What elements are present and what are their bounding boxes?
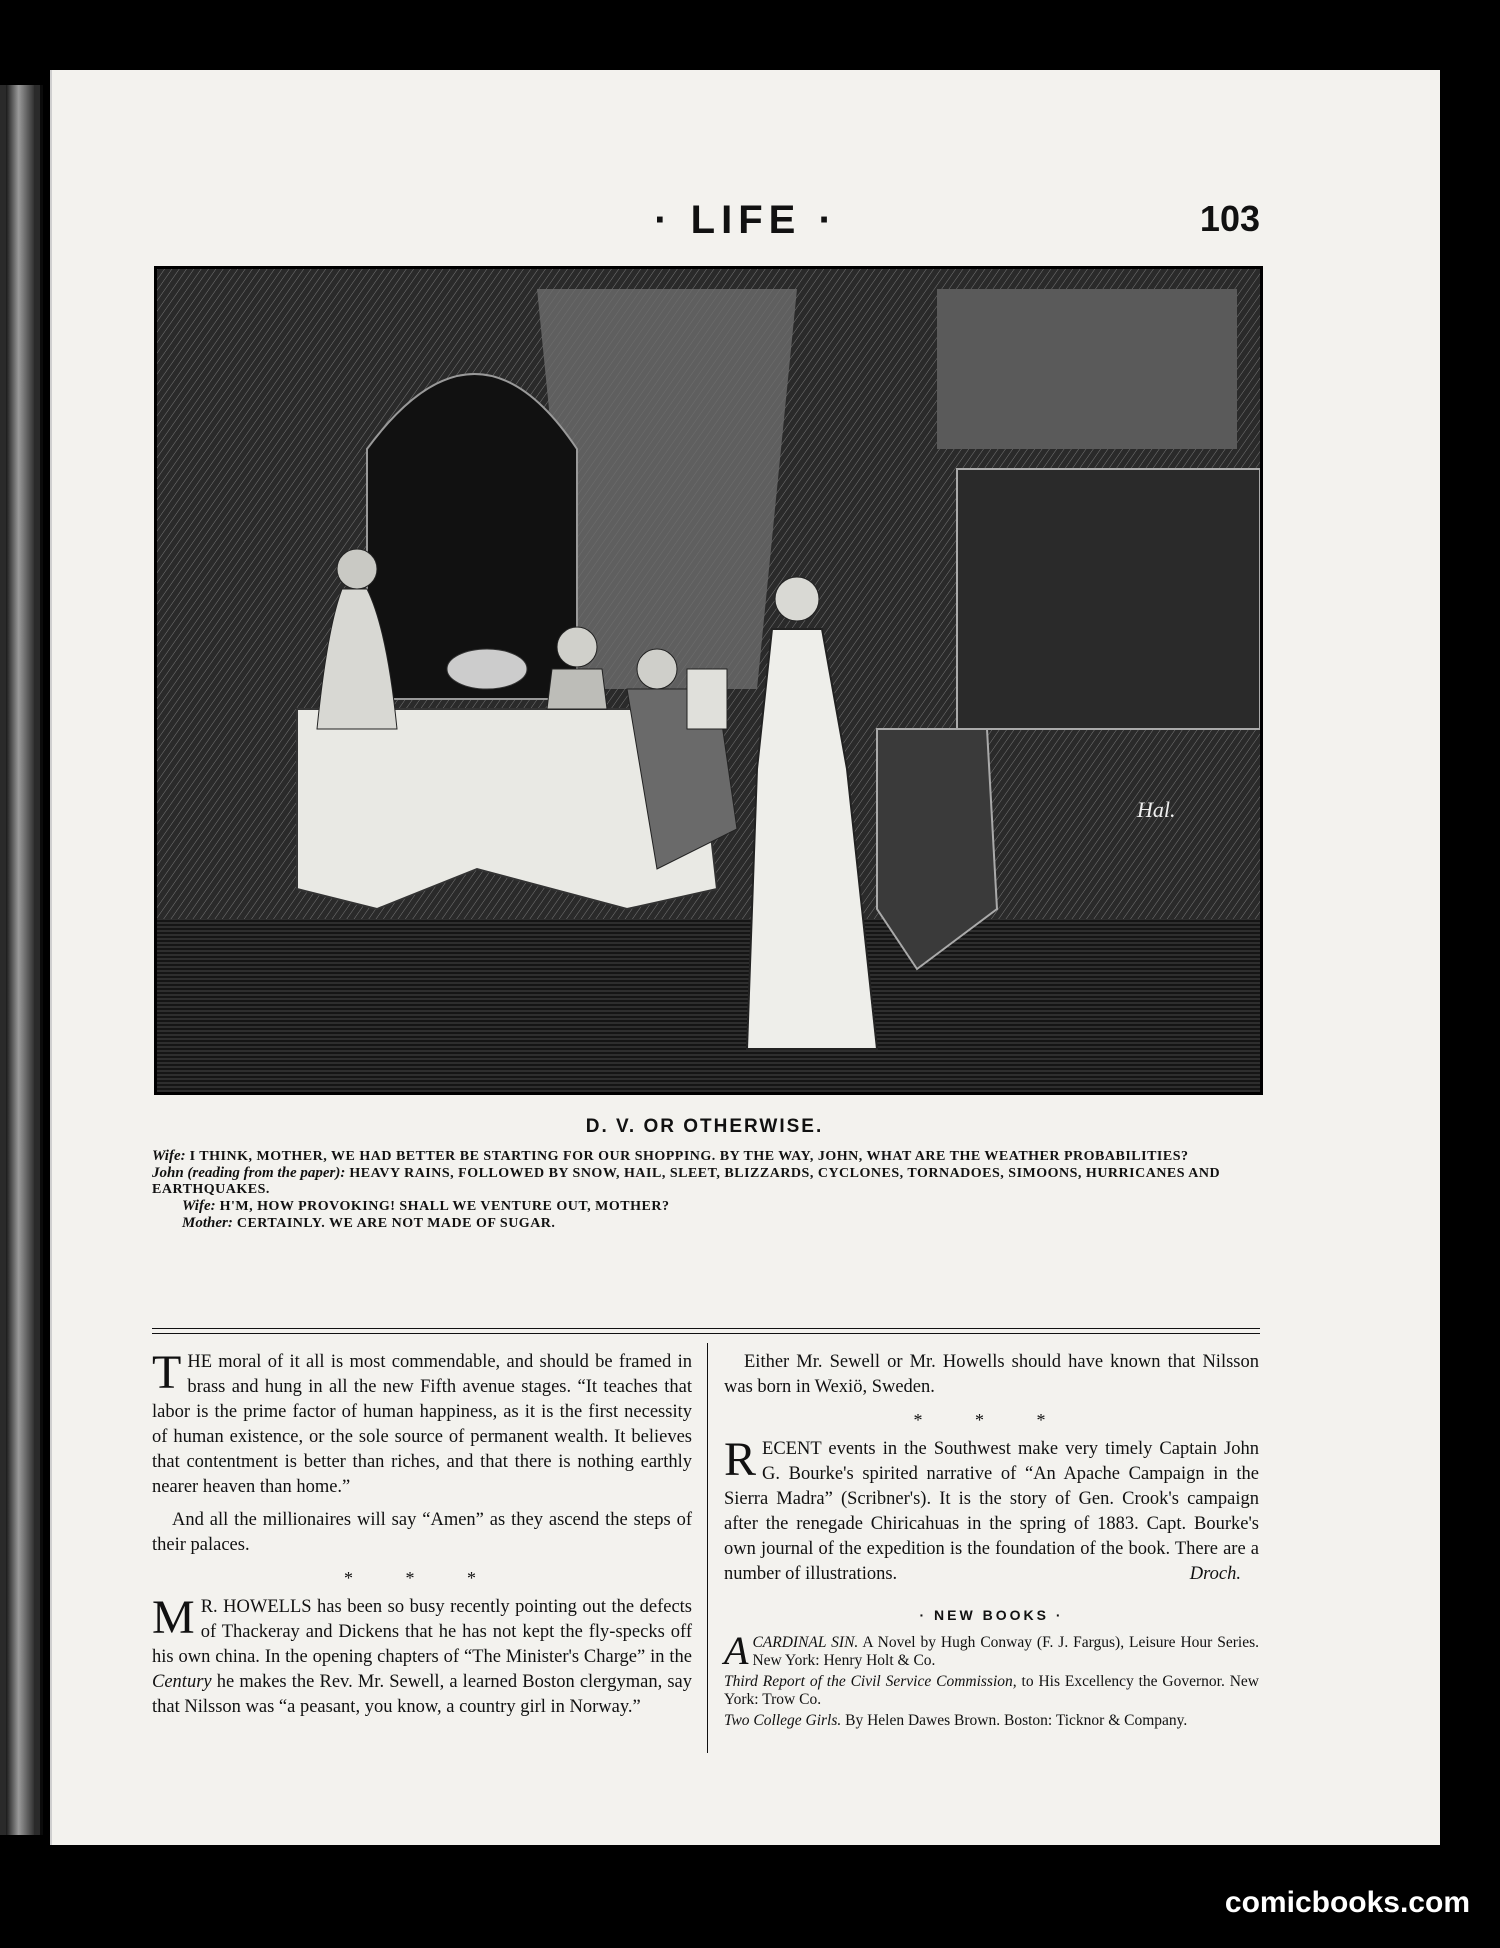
drop-cap: R [724,1433,757,1486]
paragraph-text: And all the millionaires will say “Amen” as they ascend the steps of their palaces. [152,1510,692,1555]
paragraph [152,1591,692,1720]
paragraph-text: he makes the Rev. Mr. Sewell, a learned Boston clergyman, say that Nilsson was “a peasant, you know, a country girl in Norway.” [152,1672,692,1717]
speaker: Wife: [152,1148,186,1164]
page-number: 103 [1199,198,1260,239]
caption-title: D. V. OR OTHERWISE. [585,1116,824,1137]
new-books-heading: · NEW BOOKS · [919,1607,1064,1623]
paragraph [724,1433,1259,1587]
magazine-title: Century [152,1672,212,1692]
book-entry [724,1712,1259,1730]
dialog-text: I THINK, MOTHER, WE HAD BETTER BE STARTING FOR OUR SHOPPING. BY THE WAY, JOHN, WHAT ARE THE WEATHER PROBABILITIES? [189,1149,1189,1164]
masthead: · LIFE · [654,198,838,242]
magazine-page [50,70,1440,1845]
left-column [152,1346,692,1728]
divider-rule [152,1328,1260,1329]
dialog-text: H'M, HOW PROVOKING! SHALL WE VENTURE OUT, MOTHER? [219,1199,670,1214]
book-title: Two College Girls. [724,1712,842,1729]
illustration-drawing [157,269,1260,1092]
column-divider [707,1343,708,1753]
drop-cap: A [724,1628,749,1673]
book-details: to His Excellency the Governor. New York: Trow Co. [724,1673,1259,1708]
dialog-line [152,1215,1260,1232]
dialog-line [152,1165,1260,1198]
drop-cap: T [152,1346,182,1399]
paragraph [152,1508,692,1558]
book-details: By Helen Dawes Brown. Boston: Ticknor & Company. [841,1712,1188,1729]
dialog-line [152,1148,1260,1165]
paragraph-text: HE moral of it all is most commendable, and should be framed in brass and hung in all the new Fifth avenue stages. “It teaches that labor is the prime factor of human happiness, as it is the first necessity of human existence, or the sole source of permanent wealth. It believes that contentment is better than riches, and that there is nothing earthly nearer heaven than home.” [152,1352,692,1497]
illustration [154,266,1263,1095]
site-watermark: comicbooks.com [1224,1886,1470,1919]
divider-rule [152,1333,1260,1334]
book-title: Third Report of the Civil Service Commission, [724,1673,1017,1690]
right-column [724,1350,1259,1733]
speaker: John (reading from the paper): [152,1165,346,1181]
speaker: Mother: [182,1215,233,1231]
paragraph [724,1350,1259,1400]
drop-cap: M [152,1591,195,1644]
book-spine [0,85,43,1835]
paragraph-text: ECENT events in the Southwest make very timely Captain John G. Bourke's spirited narrative of “An Apache Campaign in the Sierra Madra” (Scribner's). It is the story of Gen. Crook's campaign after the renegade Chiricahuas in the spring of 1883. Capt. Bourke's own journal of the expedition is the foundation of the book. There are a number of illustrations. [724,1439,1259,1584]
dialog-line [152,1198,1260,1215]
speaker: Wife: [182,1198,216,1214]
section-stars: * * * [913,1410,1070,1430]
section-stars: * * * [344,1568,500,1588]
dialog-text: HEAVY RAINS, FOLLOWED BY SNOW, HAIL, SLEET, BLIZZARDS, CYCLONES, TORNADOES, SIMOONS, HURRICANES AND EARTHQUAKES. [152,1166,1221,1197]
book-title: CARDINAL SIN. [752,1634,859,1651]
book-details: A Novel by Hugh Conway (F. J. Fargus), Leisure Hour Series. New York: Henry Holt & Co. [752,1634,1260,1669]
caption-dialog [152,1148,1260,1232]
page-header [52,198,1440,258]
dialog-text: CERTAINLY. WE ARE NOT MADE OF SUGAR. [236,1216,556,1231]
paragraph [152,1346,692,1500]
book-entry [724,1673,1259,1709]
book-entry [724,1628,1260,1673]
paragraph-text: Either Mr. Sewell or Mr. Howells should have known that Nilsson was born in Wexiö, Sweden. [724,1352,1259,1397]
artist-signature: Hal. [1137,797,1176,822]
paragraph-text: R. HOWELLS has been so busy recently pointing out the defects of Thackeray and Dickens that he has not kept the fly-specks off his own china. In the opening chapters of “The Minister's Charge” in the [152,1597,692,1667]
author-signature: Droch. [1189,1564,1241,1584]
